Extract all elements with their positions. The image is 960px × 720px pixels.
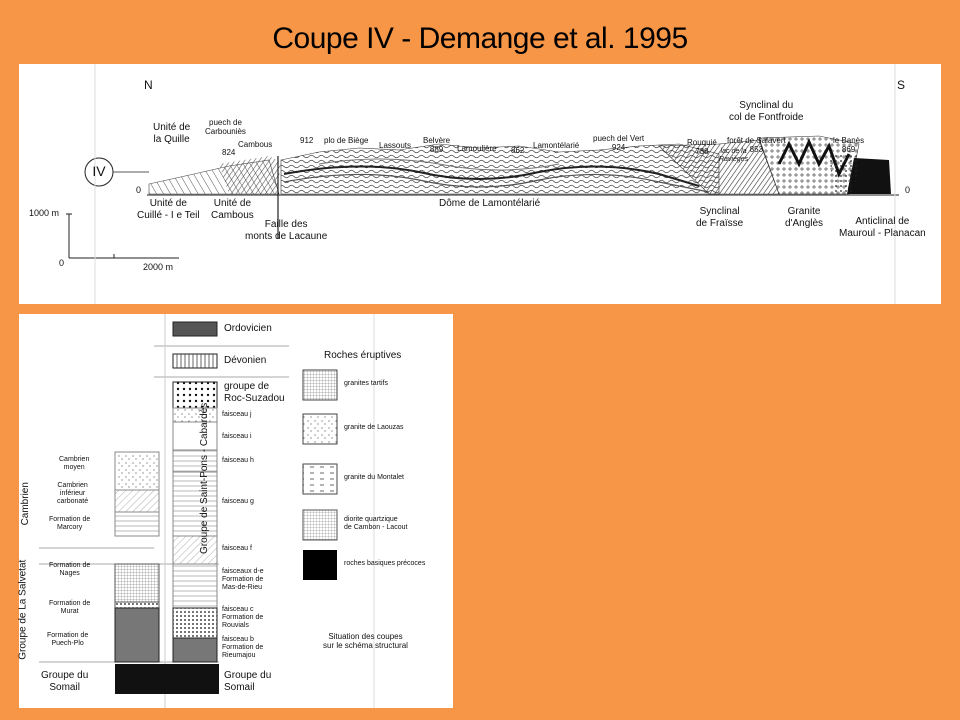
label-faisceau-i: faisceau i (222, 433, 252, 440)
label-lassouts: Lassouts (379, 141, 412, 150)
zero-left: 0 (136, 185, 142, 195)
label-rouquie: Rouquié 738 (687, 138, 717, 157)
swatch-nages (115, 564, 159, 602)
label-plo-biege: plo de Biège (324, 136, 369, 145)
label-belvere: Belvère 889 (423, 136, 451, 155)
swatch-roches-basiques (303, 550, 337, 580)
label-situation-coupes: Situation des coupes sur le schéma structural (323, 632, 408, 651)
label-nages: Formation de Nages (49, 562, 91, 578)
label-somail-left: Groupe du Somail (41, 670, 89, 693)
label-ordovicien: Ordovicien (224, 323, 272, 334)
swatch-faisceaux-de (173, 564, 217, 608)
label-faisceau-j: faisceau j (222, 411, 252, 418)
swatch-granite-montalet (303, 464, 337, 494)
swatch-ordovicien (173, 322, 217, 336)
swatch-granite-laouzas (303, 414, 337, 444)
label-faisceau-b: faisceau b Formation de Rieumajou (222, 636, 264, 660)
label-862: 862 (511, 146, 525, 155)
legend-panel (19, 314, 453, 708)
label-lamouliere: Lamoulière (457, 144, 497, 153)
label-cambrien: Cambrien (19, 482, 31, 526)
label-granite-montalet: granite du Montalet (344, 474, 404, 481)
label-unite-cambous: Unité de Cambous (211, 198, 254, 221)
swatch-faisceau-c (173, 608, 217, 638)
label-puech-carbounies: puech de Carbouniès (205, 118, 246, 137)
label-puech-plo: Formation de Puech-Plo (47, 632, 89, 648)
cross-section-panel (19, 64, 941, 304)
swatch-cambrien-inf (115, 490, 159, 512)
scale-horizontal-label: 2000 m (143, 262, 174, 272)
anticlinal-dotted (829, 154, 859, 194)
label-roches-basiques: roches basiques précoces (344, 560, 426, 567)
label-granites-tartifs: granites tartifs (344, 380, 388, 387)
scale-vertical-label: 1000 m (29, 208, 60, 218)
label-824: 824 (222, 148, 236, 157)
label-le-banes: le Banès 869 (833, 136, 865, 155)
label-south: S (897, 78, 906, 92)
label-puech-del-vert: puech del Vert 924 (593, 134, 645, 153)
section-number: IV (92, 163, 106, 179)
label-faisceau-g: faisceau g (222, 498, 254, 505)
label-foret-salavert: forêt de Salavert 853 (727, 136, 786, 155)
scale-origin-label: 0 (59, 258, 65, 268)
label-dome-lamontelarie: Dôme de Lamontélarié (439, 198, 541, 209)
label-roches-eruptives: Roches éruptives (324, 350, 402, 361)
label-unite-cuille: Unité de Cuillé - I e Teil (137, 198, 200, 221)
label-murat: Formation de Murat (49, 600, 91, 616)
zero-right: 0 (905, 185, 911, 195)
label-marcory: Formation de Marcory (49, 516, 91, 532)
label-lac-ravieges: lac de la Ravièges (719, 148, 749, 164)
label-unite-quille: Unité de la Quille (153, 122, 191, 145)
label-synclinal-fraisse: Synclinal de Fraïsse (696, 206, 744, 229)
swatch-devonien (173, 354, 217, 368)
label-faille-lacaune: Faille des monts de Lacaune (245, 219, 328, 242)
label-faisceaux-de: faisceaux d-e Formation de Mas-de-Rieu (222, 568, 264, 592)
label-north: N (144, 78, 153, 92)
label-cambous: Cambous (238, 140, 273, 149)
label-roc-suzadou: groupe de Roc-Suzadou (224, 381, 285, 404)
label-faisceau-c: faisceau c Formation de Rouvials (222, 606, 264, 630)
label-faisceau-f: faisceau f (222, 545, 252, 552)
swatch-puech-plo (115, 608, 159, 662)
swatch-marcory (115, 512, 159, 536)
label-faisceau-h: faisceau h (222, 457, 254, 464)
swatch-granites-tartifs (303, 370, 337, 400)
label-devonien: Dévonien (224, 355, 267, 366)
swatch-somail (115, 664, 219, 694)
label-groupe-salvetat: Groupe de La Salvetat (17, 559, 29, 660)
label-lamontelarie: Lamontélarié (533, 141, 580, 150)
label-saint-pons: Groupe de Saint-Pons - Cabardès (199, 402, 210, 554)
label-granite-angles: Granite d'Anglès (785, 206, 824, 229)
slide-title: Coupe IV - Demange et al. 1995 (272, 22, 688, 55)
swatch-diorite (303, 510, 337, 540)
label-cambrien-inf: Cambrien inférieur carbonaté (57, 482, 89, 506)
label-somail-right: Groupe du Somail (224, 670, 272, 693)
swatch-murat (115, 602, 159, 608)
label-diorite: diorite quartzique de Cambon - Lacout (344, 516, 408, 532)
swatch-faisceau-b (173, 638, 217, 662)
label-synclinal-fontfroide: Synclinal du col de Fontfroide (729, 100, 804, 123)
swatch-cambrien-moyen (115, 452, 159, 490)
label-cambrien-moyen: Cambrien moyen (59, 456, 90, 472)
label-anticlinal-mauroul: Anticlinal de Mauroul - Planacan (839, 216, 926, 239)
label-granite-laouzas: granite de Laouzas (344, 424, 404, 431)
label-912: 912 (300, 136, 314, 145)
unit-cambous (219, 156, 281, 194)
